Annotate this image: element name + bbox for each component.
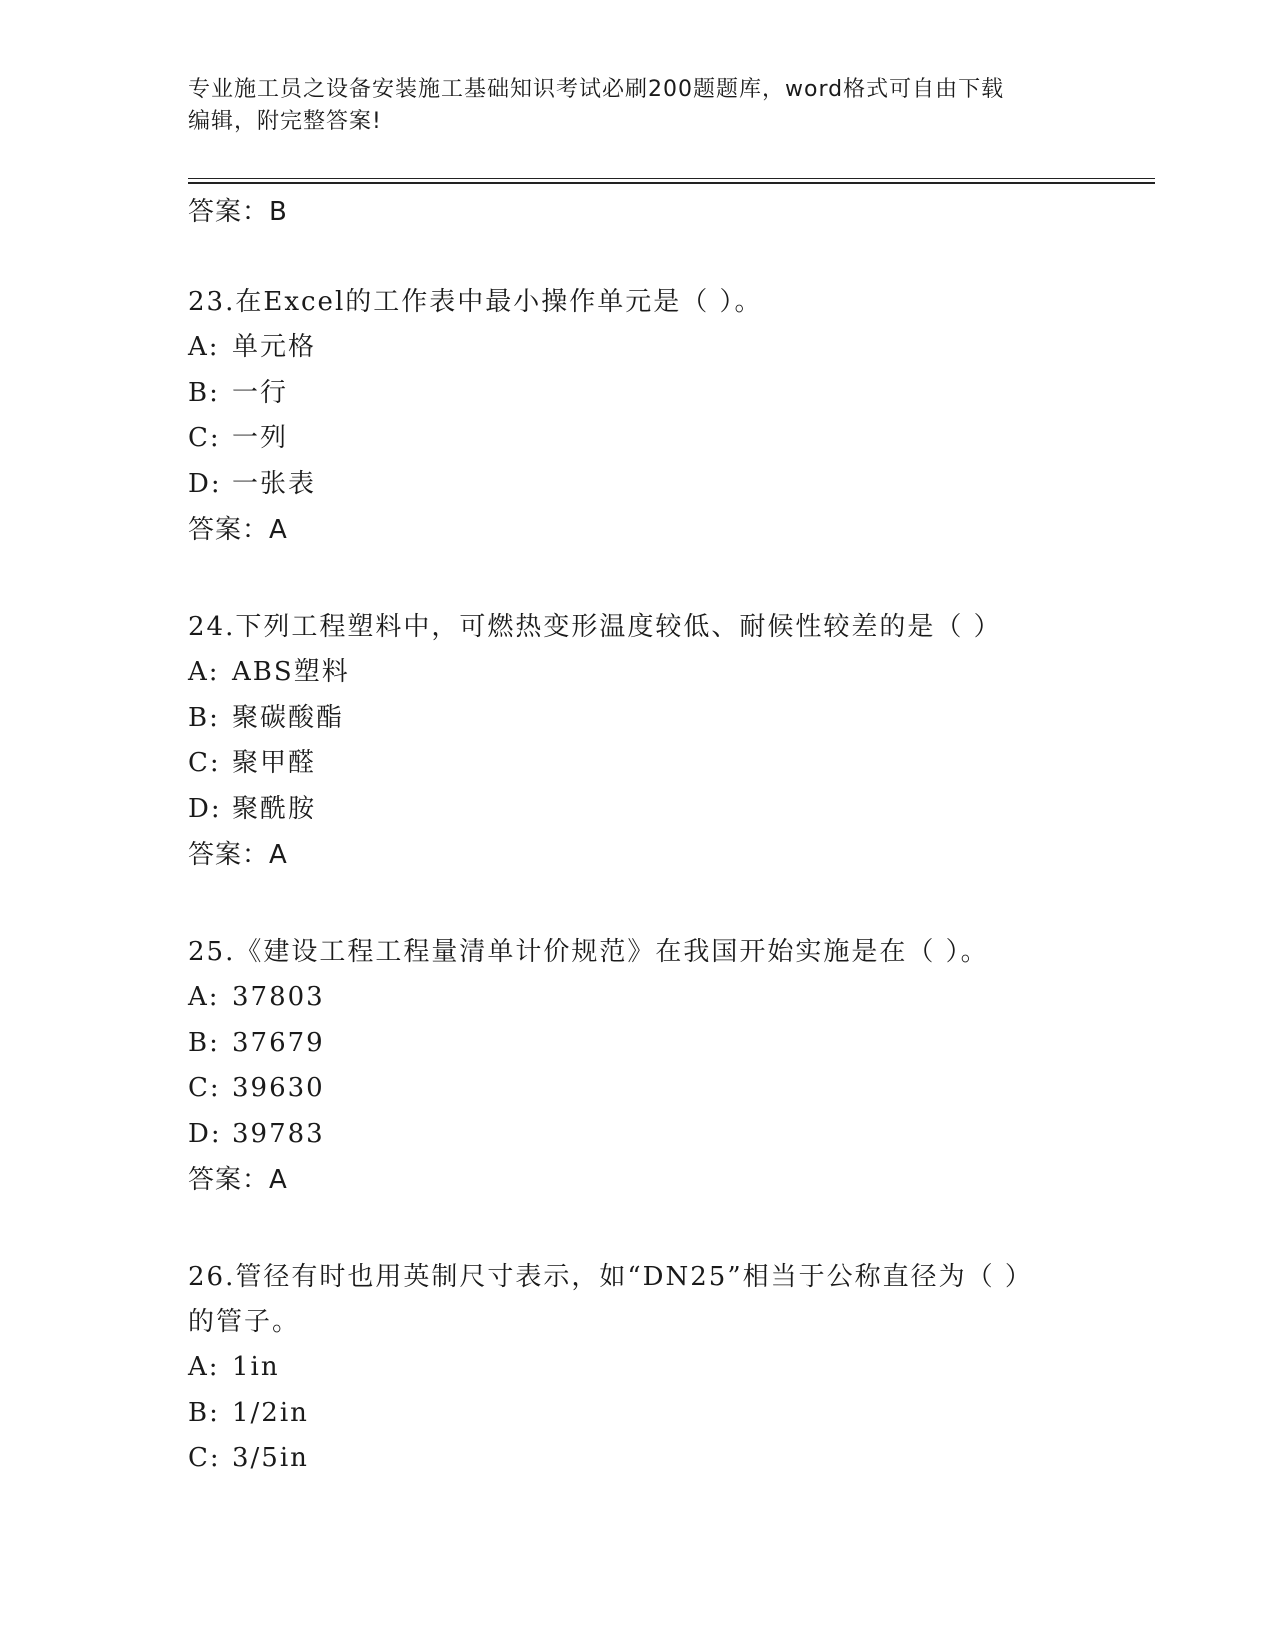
- option-key: D:: [188, 793, 222, 824]
- option-b: [188, 1391, 1088, 1437]
- question-25: [188, 930, 1088, 1203]
- option-text: 单元格: [232, 332, 317, 362]
- header-title-line-1: 专业施工员之设备安装施工基础知识考试必刷200题题库，word格式可自由下载: [188, 77, 1005, 102]
- option-key: A:: [188, 657, 220, 687]
- question-text: 23.在Excel的工作表中最小操作单元是（ ）。: [188, 287, 763, 317]
- option-d: [188, 462, 1088, 508]
- option-key: B:: [188, 702, 220, 733]
- option-text: 一张表: [232, 468, 317, 499]
- option-d: [188, 787, 1088, 833]
- option-key: A:: [188, 332, 220, 362]
- option-a: [188, 650, 1088, 696]
- option-text: 聚甲醛: [232, 748, 317, 778]
- option-b: [188, 1021, 1088, 1067]
- option-c: [188, 741, 1088, 787]
- option-a: [188, 1345, 1088, 1391]
- option-text: 39630: [232, 1073, 325, 1103]
- question-23: [188, 280, 1088, 553]
- option-key: C:: [188, 1073, 221, 1103]
- option-text: 一列: [232, 423, 289, 453]
- option-key: B:: [188, 377, 220, 408]
- option-text: ABS塑料: [232, 657, 350, 687]
- question-text: 25.《建设工程工程量清单计价规范》在我国开始实施是在（ ）。: [188, 937, 989, 967]
- option-c: [188, 416, 1088, 462]
- header-divider-thin: [188, 178, 1155, 179]
- answer-line: 答案：A: [188, 840, 288, 870]
- option-text: 聚酰胺: [232, 793, 317, 824]
- question-text: 24.下列工程塑料中，可燃热变形温度较低、耐候性较差的是（ ）: [188, 612, 1002, 642]
- option-b: [188, 371, 1088, 417]
- option-text: 39783: [232, 1118, 325, 1149]
- option-text: 1/2in: [232, 1397, 309, 1428]
- option-text: 37803: [232, 982, 325, 1012]
- document-body: [188, 192, 1088, 1482]
- option-a: [188, 975, 1088, 1021]
- question-24: [188, 605, 1088, 878]
- option-b: [188, 696, 1088, 742]
- option-c: [188, 1066, 1088, 1112]
- header-divider-thick: [188, 182, 1155, 184]
- header-title-line-2: 编辑，附完整答案!: [188, 109, 382, 134]
- option-text: 一行: [232, 377, 289, 408]
- question-text-line-2: 的管子。: [188, 1307, 301, 1337]
- answer-line: 答案：A: [188, 515, 288, 545]
- option-text: 1in: [232, 1352, 280, 1382]
- option-key: C:: [188, 423, 221, 453]
- option-text: 37679: [232, 1027, 325, 1058]
- option-key: B:: [188, 1397, 220, 1428]
- option-c: [188, 1436, 1088, 1482]
- option-key: B:: [188, 1027, 220, 1058]
- question-text-line-1: 26.管径有时也用英制尺寸表示，如“DN25”相当于公称直径为（ ）: [188, 1262, 1033, 1292]
- option-key: A:: [188, 1352, 220, 1382]
- document-header: [188, 74, 1088, 138]
- option-key: D:: [188, 468, 222, 499]
- answer-line: 答案：B: [188, 197, 288, 227]
- option-key: A:: [188, 982, 220, 1012]
- option-text: 聚碳酸酯: [232, 702, 345, 733]
- option-key: C:: [188, 1443, 221, 1473]
- answer-line: 答案：A: [188, 1165, 288, 1195]
- question-26: [188, 1255, 1088, 1482]
- option-key: D:: [188, 1118, 222, 1149]
- option-a: [188, 325, 1088, 371]
- option-key: C:: [188, 748, 221, 778]
- option-text: 3/5in: [232, 1443, 309, 1473]
- option-d: [188, 1112, 1088, 1158]
